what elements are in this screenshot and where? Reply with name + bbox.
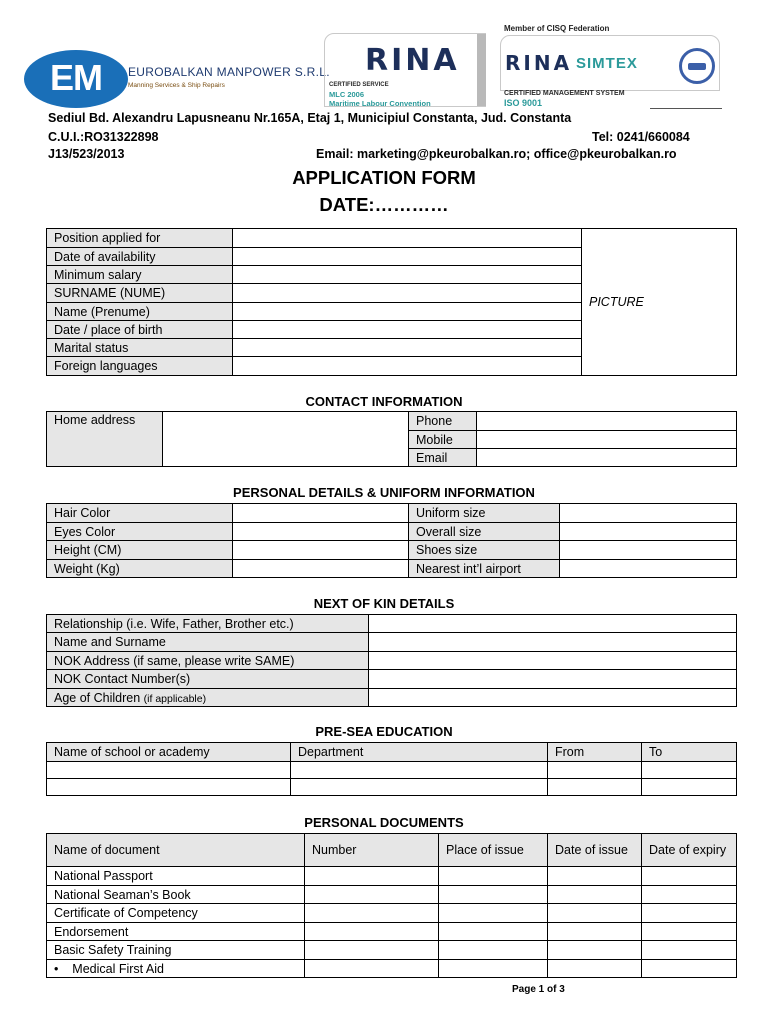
page-number: Page 1 of 3: [512, 984, 565, 995]
company-tagline: Manning Services & Ship Repairs: [128, 82, 225, 89]
input-bst-place[interactable]: [439, 941, 548, 960]
form-title: APPLICATION FORM: [292, 167, 476, 188]
input-bst-issue[interactable]: [548, 941, 642, 960]
input-mfa-expiry[interactable]: [642, 960, 737, 978]
nok-table: [46, 614, 737, 707]
cisq-member-text: Member of CISQ Federation: [504, 24, 610, 33]
input-phone[interactable]: [477, 412, 737, 431]
input-position[interactable]: [233, 229, 582, 248]
label-name: Name (Prenume): [47, 303, 233, 321]
doc-endorsement: Endorsement: [47, 923, 305, 941]
education-section-title: PRE-SEA EDUCATION: [315, 724, 453, 739]
input-mfa-number[interactable]: [305, 960, 439, 978]
doc-seamans-book: National Seaman’s Book: [47, 886, 305, 904]
input-birth[interactable]: [233, 321, 582, 339]
input-passport-expiry[interactable]: [642, 867, 737, 886]
contact-section-title: CONTACT INFORMATION: [305, 394, 463, 409]
picture-label: PICTURE: [589, 295, 644, 309]
input-languages[interactable]: [233, 357, 582, 376]
input-endorsement-expiry[interactable]: [642, 923, 737, 941]
rina-logo-text-2: RINA: [505, 51, 573, 75]
input-email[interactable]: [477, 449, 737, 467]
label-eyes: Eyes Color: [47, 523, 233, 541]
input-coc-issue[interactable]: [548, 904, 642, 923]
label-overall: Overall size: [409, 523, 560, 541]
label-marital: Marital status: [47, 339, 233, 357]
input-department-1[interactable]: [291, 762, 548, 779]
doc-bst: Basic Safety Training: [47, 941, 305, 960]
input-department-2[interactable]: [291, 779, 548, 796]
nok-section-title: NEXT OF KIN DETAILS: [313, 596, 455, 611]
input-to-2[interactable]: [642, 779, 737, 796]
label-min-salary: Minimum salary: [47, 266, 233, 284]
label-surname: SURNAME (NUME): [47, 284, 233, 303]
header-school: Name of school or academy: [47, 743, 291, 762]
input-mfa-place[interactable]: [439, 960, 548, 978]
header-date-of-issue: Date of issue: [548, 834, 642, 867]
header-rule: [650, 108, 722, 109]
input-children[interactable]: [369, 689, 737, 707]
input-seamans-issue[interactable]: [548, 886, 642, 904]
header-date-of-expiry: Date of expiry: [642, 834, 737, 867]
label-nok-contact: NOK Contact Number(s): [47, 670, 369, 689]
input-passport-number[interactable]: [305, 867, 439, 886]
header-department: Department: [291, 743, 548, 762]
input-from-1[interactable]: [548, 762, 642, 779]
input-name[interactable]: [233, 303, 582, 321]
simtex-text: SIMTEX: [576, 55, 638, 72]
input-availability[interactable]: [233, 248, 582, 266]
input-home-address[interactable]: [163, 412, 409, 467]
label-availability: Date of availability: [47, 248, 233, 266]
eurobalkan-logo: [24, 46, 128, 108]
label-uniform: Uniform size: [409, 504, 560, 523]
input-surname[interactable]: [233, 284, 582, 303]
input-endorsement-issue[interactable]: [548, 923, 642, 941]
input-nok-contact[interactable]: [369, 670, 737, 689]
input-mfa-issue[interactable]: [548, 960, 642, 978]
doc-medical-first-aid-label: Medical First Aid: [72, 961, 164, 976]
label-hair: Hair Color: [47, 504, 233, 523]
form-date: DATE:…………: [319, 194, 449, 215]
input-passport-place[interactable]: [439, 867, 548, 886]
label-airport: Nearest int’l airport: [409, 560, 560, 578]
input-hair[interactable]: [233, 504, 409, 523]
company-cui: C.U.I.:RO31322898: [48, 130, 159, 144]
header-number: Number: [305, 834, 439, 867]
label-phone: Phone: [409, 412, 477, 431]
label-position: Position applied for: [47, 229, 233, 248]
label-height: Height (CM): [47, 541, 233, 560]
input-school-1[interactable]: [47, 762, 291, 779]
label-children: [47, 689, 369, 707]
label-nok-address: NOK Address (if same, please write SAME): [47, 652, 369, 670]
rina-simtex-logo: [500, 24, 724, 108]
header-from: From: [548, 743, 642, 762]
input-coc-place[interactable]: [439, 904, 548, 923]
label-nok-name: Name and Surname: [47, 633, 369, 652]
input-eyes[interactable]: [233, 523, 409, 541]
input-seamans-place[interactable]: [439, 886, 548, 904]
input-uniform[interactable]: [560, 504, 737, 523]
personal-section-title: PERSONAL DETAILS & UNIFORM INFORMATION: [233, 485, 535, 500]
header-document-name: Name of document: [47, 834, 305, 867]
input-school-2[interactable]: [47, 779, 291, 796]
input-overall[interactable]: [560, 523, 737, 541]
children-label: Age of Children: [54, 690, 141, 705]
contact-table: [46, 411, 737, 467]
personal-table: [46, 503, 737, 578]
input-nok-name[interactable]: [369, 633, 737, 652]
input-endorsement-number[interactable]: [305, 923, 439, 941]
doc-passport: National Passport: [47, 867, 305, 886]
certified-management-text: CERTIFIED MANAGEMENT SYSTEM: [504, 90, 625, 97]
doc-medical-first-aid: [47, 960, 305, 978]
input-airport[interactable]: [560, 560, 737, 578]
input-relationship[interactable]: [369, 615, 737, 633]
input-seamans-number[interactable]: [305, 886, 439, 904]
applicant-table: [46, 228, 737, 376]
label-email: Email: [409, 449, 477, 467]
picture-box[interactable]: [582, 229, 737, 376]
company-address: Sediul Bd. Alexandru Lapusneanu Nr.165A, Etaj 1, Municipiul Constanta, Jud. Constanta: [48, 111, 572, 125]
label-mobile: Mobile: [409, 431, 477, 449]
mlc-line-2: Maritime Labour Convention: [329, 99, 431, 108]
input-endorsement-place[interactable]: [439, 923, 548, 941]
input-min-salary[interactable]: [233, 266, 582, 284]
company-name: EUROBALKAN MANPOWER S.R.L.: [128, 65, 330, 79]
header-to: To: [642, 743, 737, 762]
iso-text: ISO 9001: [504, 98, 543, 108]
label-relationship: Relationship (i.e. Wife, Father, Brother etc.): [47, 615, 369, 633]
input-coc-expiry[interactable]: [642, 904, 737, 923]
logo-em-text: EM: [50, 57, 102, 98]
label-languages: Foreign languages: [47, 357, 233, 376]
label-weight: Weight (Kg): [47, 560, 233, 578]
certified-service-text: CERTIFIED SERVICE: [329, 82, 389, 88]
input-to-1[interactable]: [642, 762, 737, 779]
bullet-icon: •: [54, 961, 59, 976]
label-birth: Date / place of birth: [47, 321, 233, 339]
input-marital[interactable]: [233, 339, 582, 357]
seal-icon: [679, 48, 715, 84]
input-nok-address[interactable]: [369, 652, 737, 670]
input-mobile[interactable]: [477, 431, 737, 449]
logo-side-bar: [477, 34, 486, 106]
company-phone: Tel: 0241/660084: [592, 130, 690, 144]
education-table: [46, 742, 737, 796]
input-passport-issue[interactable]: [548, 867, 642, 886]
label-home-address: Home address: [47, 412, 163, 467]
doc-coc: Certificate of Competency: [47, 904, 305, 923]
input-height[interactable]: [233, 541, 409, 560]
input-coc-number[interactable]: [305, 904, 439, 923]
rina-simtex-box: [500, 35, 720, 91]
children-note: (if applicable): [143, 692, 207, 705]
mlc-line-1: MLC 2006: [329, 90, 365, 99]
documents-table: [46, 833, 737, 978]
input-bst-expiry[interactable]: [642, 941, 737, 960]
rina-mlc-logo: [324, 33, 486, 107]
rina-logo-text: RINA: [365, 43, 460, 78]
input-shoes[interactable]: [560, 541, 737, 560]
input-from-2[interactable]: [548, 779, 642, 796]
company-email: Email: marketing@pkeurobalkan.ro; office@pkeurobalkan.ro: [316, 147, 677, 161]
documents-section-title: PERSONAL DOCUMENTS: [304, 815, 464, 830]
header-place-of-issue: Place of issue: [439, 834, 548, 867]
mlc-text: [329, 90, 431, 108]
input-seamans-expiry[interactable]: [642, 886, 737, 904]
label-shoes: Shoes size: [409, 541, 560, 560]
company-registration: J13/523/2013: [48, 147, 125, 161]
input-weight[interactable]: [233, 560, 409, 578]
input-bst-number[interactable]: [305, 941, 439, 960]
